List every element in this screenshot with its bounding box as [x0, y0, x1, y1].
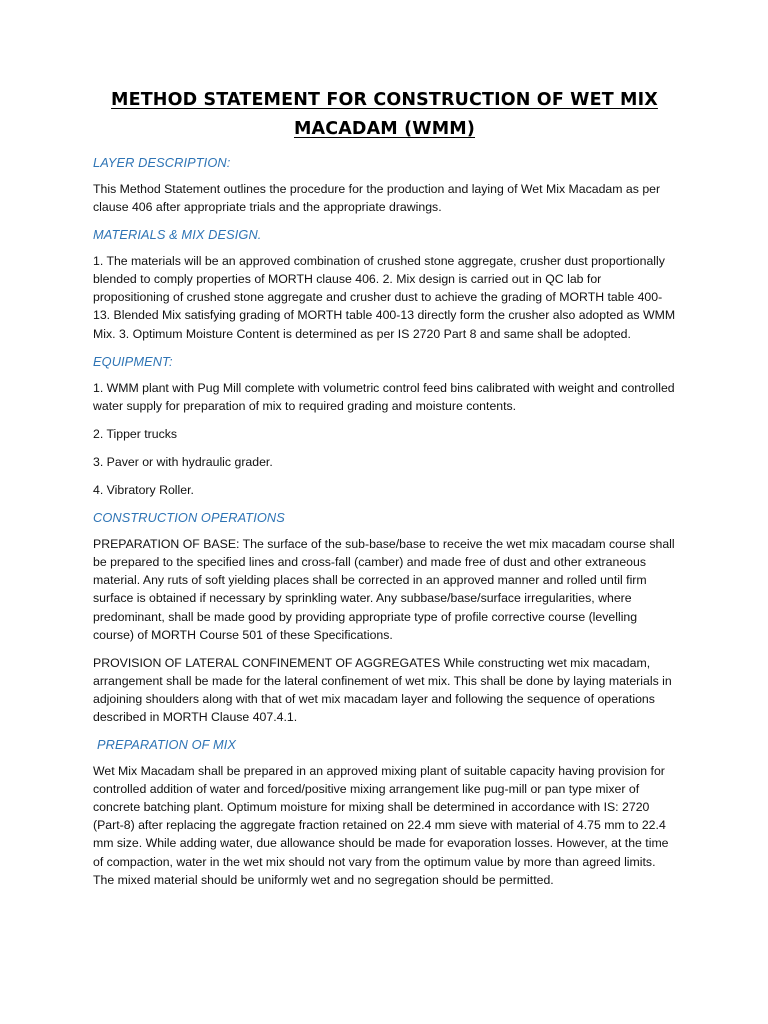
section-materials-mix-design — [93, 226, 676, 342]
layer-description-text: This Method Statement outlines the procedure for the production and laying of Wet Mix Macadam as per clause 406 after appropriate trials and the appropriate drawings. — [93, 182, 661, 215]
section-heading-preparation-of-mix: PREPARATION OF MIX — [97, 737, 237, 753]
lateral-confinement-text: PROVISION OF LATERAL CONFINEMENT OF AGGREGATES While constructing wet mix macadam, arrangement shall be made for the lateral confinement of wet mix. This shall be done by laying materials in adjoining shoulders along with that of wet mix macadam layer and following the sequence of operations described in MORTH Clause 407.4.1. — [93, 655, 672, 724]
section-heading-materials-mix-design: MATERIALS & MIX DESIGN. — [93, 227, 262, 243]
section-heading-construction-operations: CONSTRUCTION OPERATIONS — [93, 510, 285, 526]
section-heading-layer-description: LAYER DESCRIPTION: — [93, 155, 231, 170]
preparation-of-mix-text: Wet Mix Macadam shall be prepared in an approved mixing plant of suitable capacity having provision for controlled addition of water and forced/positive mixing arrangement like pug-mill or pan type mixer of concrete batching plant. Optimum moisture for mixing shall be determined in accordance with IS: 2720 (Part-8) after replacing the aggregate fraction retained on 22.4 mm sieve with material of 4.75 mm to 22.4 mm size. While adding water, due allowance should be made for evaporation losses. However, at the time of compaction, water in the wet mix should not vary from the optimum value by more than agreed limits. The mixed material should be uniformly wet and no segregation should be permitted. — [93, 764, 669, 887]
materials-mix-design-text: 1. The materials will be an approved combination of crushed stone aggregate, crusher dust proportionally blended to comply properties of MORTH clause 406. 2. Mix design is carried out in QC lab for propositioning of crushed stone aggregate and crusher dust to achieve the grading of MORTH table 400-13. Blended Mix satisfying grading of MORTH table 400-13 directly form the crusher also adopted as WMM Mix. 3. Optimum Moisture Content is determined as per IS 2720 Part 8 and same shall be adopted. — [93, 254, 676, 341]
document-title-line-1: METHOD STATEMENT FOR CONSTRUCTION OF WET MIX — [111, 90, 658, 110]
section-equipment — [93, 353, 676, 499]
document-title-line-2: MACADAM (WMM) — [293, 119, 475, 139]
equipment-item-3: 3. Paver or with hydraulic grader. — [93, 454, 273, 469]
section-preparation-of-mix — [93, 736, 676, 889]
document-title — [93, 86, 676, 144]
equipment-item-1: 1. WMM plant with Pug Mill complete with volumetric control feed bins calibrated with weight and controlled water supply for preparation of mix to required grading and moisture contents. — [93, 380, 675, 413]
section-layer-description — [93, 154, 676, 216]
equipment-item-2: 2. Tipper trucks — [93, 426, 178, 441]
section-construction-operations — [93, 509, 676, 726]
equipment-item-4: 4. Vibratory Roller. — [93, 483, 194, 498]
section-heading-equipment: EQUIPMENT: — [93, 353, 173, 369]
preparation-of-base-text: PREPARATION OF BASE: The surface of the sub-base/base to receive the wet mix macadam course shall be prepared to the specified lines and cross-fall (camber) and made free of dust and other extraneous material. Any ruts of soft yielding places shall be corrected in an approved manner and rolled until firm surface is obtained if necessary by sprinkling water. Any subbase/base/surface irregularities, where predominant, shall be made good by providing appropriate type of profile corrective course (levelling course) of MORTH Course 501 of these Specifications. — [93, 537, 675, 642]
